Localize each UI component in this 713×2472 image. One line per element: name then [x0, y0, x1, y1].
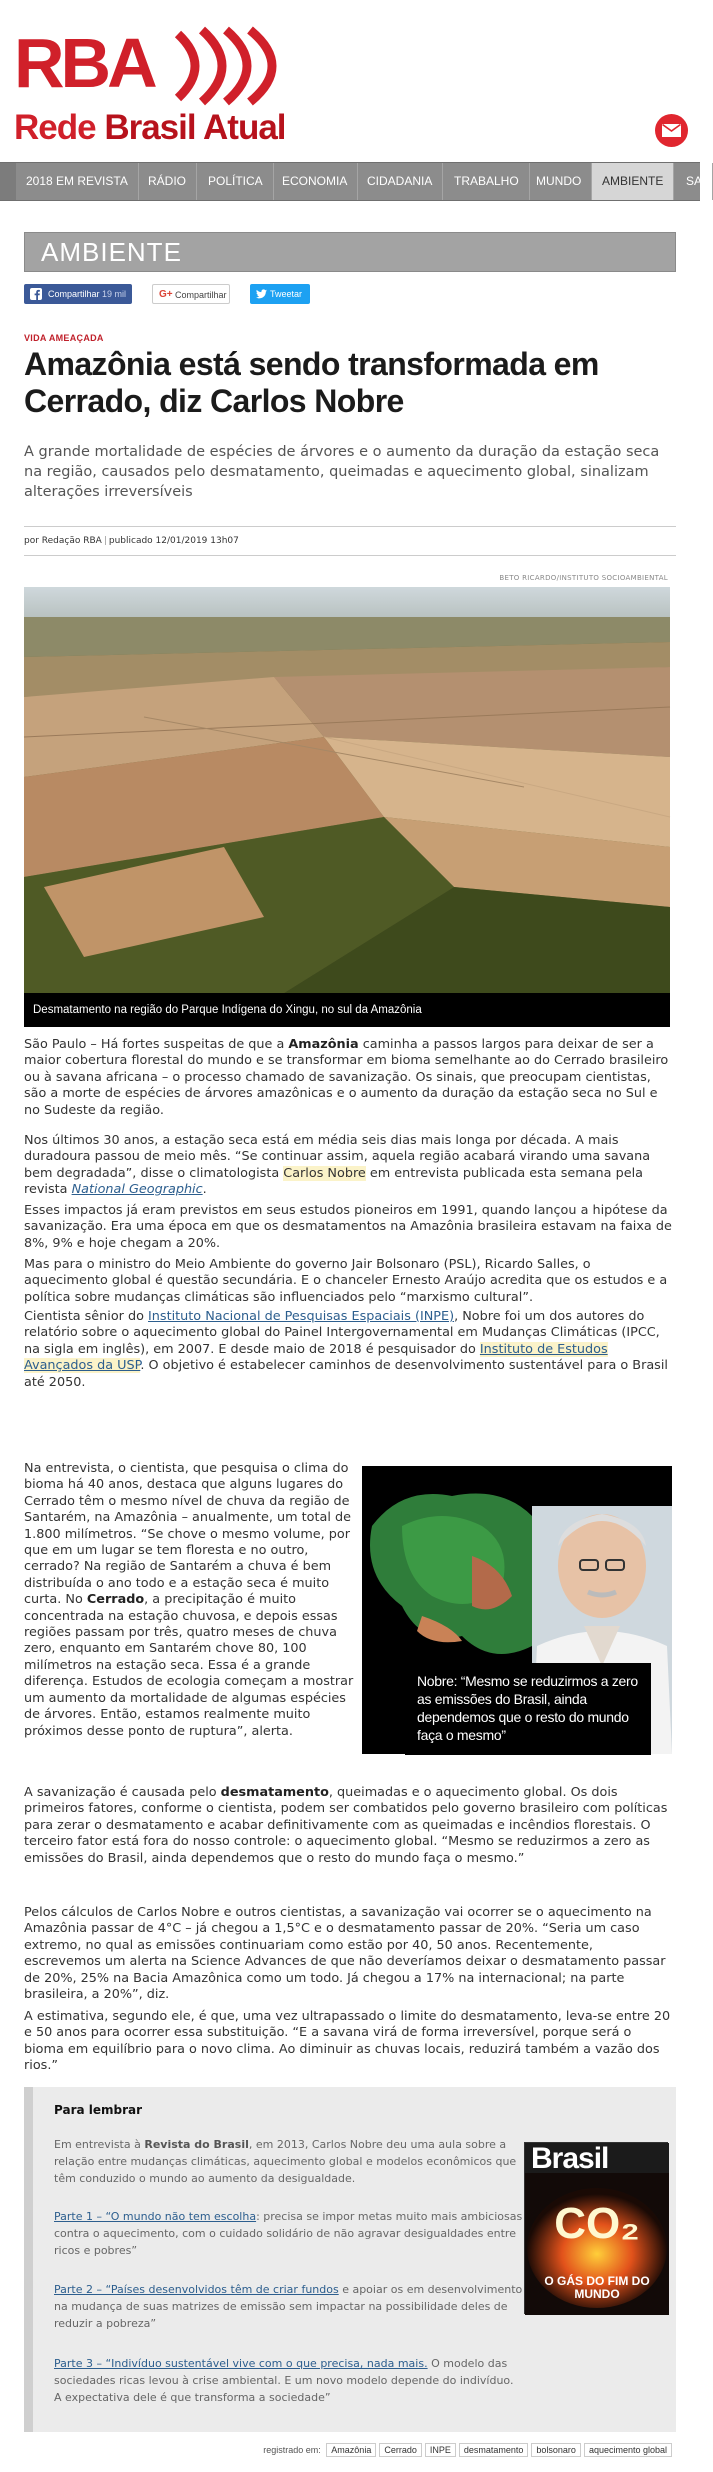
logo-signal-arcs	[172, 28, 298, 104]
nav-item-cidadania[interactable]: CIDADANIA	[357, 163, 443, 200]
paragraph-7: A savanização é causada pelo desmatamento, queimadas e o aquecimento global. Os dois primeiros fatores, conforme o cientista, podem ser combatidos pelo governo brasileiro com políticas para zerar o desmatamento e acabar definitivamente com as queimadas e incêndios florestais. O terceiro fator está fora do nosso controle: o aquecimento global. “Mesmo se reduzirmos a zero as emissões do Brasil, ainda dependemos que o resto do mundo faça o mesmo.”	[24, 1785, 668, 1866]
paragraph-3: Esses impactos já eram previstos em seus estudos pioneiros em 1991, quando lançou a hipótese da savanização. Era uma época em que os desmatamentos na Amazônia brasileira estavam na faixa de 8%, 9% e hoje chegam a 20%.	[24, 1203, 672, 1251]
facebook-share-button[interactable]	[24, 284, 132, 304]
box-intro: Em entrevista à Revista do Brasil, em 2013, Carlos Nobre deu uma aula sobre a relação entre mudanças climáticas, aquecimento global e modelos econômicos que têm conduzido o mundo ao aumento da desigualdade.	[54, 2138, 517, 2185]
link-parte-2[interactable]: Parte 2 – “Países desenvolvidos têm de criar fundos	[54, 2283, 339, 2296]
nav-item-politica[interactable]: POLÍTICA	[198, 163, 274, 200]
link-national-geographic[interactable]: National Geographic	[71, 1182, 203, 1198]
nav-lead	[0, 163, 16, 200]
section-title-bar	[24, 232, 676, 272]
nav-item-sa[interactable]: SA	[676, 163, 713, 200]
paragraph-2: Nos últimos 30 anos, a estação seca está em média seis dias mais longa por década. A mais duradoura passou de meio mês. “Se continuar assim, aquela região acabará virando uma savana bem degradada”, disse o climatologista Carlos Nobre em entrevista publicada esta semana pela revista National Geographic.	[24, 1133, 651, 1198]
box-part-2: Parte 2 – “Países desenvolvidos têm de criar fundos e apoiar os em desenvolvimento na mudança de suas matrizes de emissão sem impactar na possibilidade deles de reduzir a pobreza”	[54, 2283, 523, 2330]
google-share-button[interactable]	[152, 284, 230, 304]
paragraph-8: Pelos cálculos de Carlos Nobre e outros cientistas, a savanização vai ocorrer se o aquecimento na Amazônia passar de 4°C – já chegou a 1,5°C e o desmatamento passar de 20%. “Seria um caso extremo, no qual as emissões continuariam como estão por 40, 50 anos. Recentemente, escrevemos um alerta na Science Advances de que não deveríamos deixar o desmatamento passar de 20%, 25% na Bacia Amazônica como um todo. Já chegou a 17% na internacional; na parte brasileira, a 20%”, diz.	[24, 1905, 666, 2003]
email-icon[interactable]	[655, 114, 688, 147]
google-plus-icon: G+	[159, 289, 173, 300]
highlight-carlos-nobre: Carlos Nobre	[283, 1165, 366, 1181]
article-photo	[24, 587, 670, 1027]
paragraph-9: A estimativa, segundo ele, é que, uma vez ultrapassado o limite do desmatamento, leva-se entre 20 e 50 anos para ocorrer essa substituição. “E a savana virá de forma irreversível, porque será o bioma em equilíbrio para o novo clima. Ao diminuir as chuvas locais, reduzirá também a vazão dos rios.”	[24, 2009, 671, 2074]
pull-quote: Nobre: “Mesmo se reduzirmos a zero as emissões do Brasil, ainda dependemos que o resto do mundo faça o mesmo”	[405, 1663, 651, 1755]
facebook-share-label: Compartilhar	[48, 289, 100, 299]
main-nav	[0, 162, 703, 201]
nav-item-2018-em-revista[interactable]: 2018 EM REVISTA	[16, 163, 139, 200]
nav-item-trabalho[interactable]: TRABALHO	[444, 163, 530, 200]
nav-item-ambiente[interactable]: AMBIENTE	[592, 163, 674, 200]
twitter-icon	[256, 289, 267, 299]
cover-headline: CO₂	[554, 2199, 640, 2248]
cover-subheadline: O GÁS DO FIM DO MUNDO	[544, 2274, 650, 2301]
magazine-cover-image[interactable]	[524, 2142, 668, 2314]
link-usp[interactable]: Instituto de Estudos Avançados da USP	[24, 1341, 608, 1374]
nav-item-radio[interactable]: RÁDIO	[138, 163, 197, 200]
paragraph-5: Cientista sênior do Instituto Nacional de Pesquisas Espaciais (INPE), Nobre foi um dos autores do relatório sobre o aquecimento global do Painel Intergovernamental em Mudanças Climáticas (IPCC, na sigla em inglês), em 2007. E desde maio de 2018 é pesquisador do Instituto de Estudos Avançados da USP. O objetivo é estabelecer caminhos de desenvolvimento sustentável para o Brasil até 2050.	[24, 1309, 668, 1390]
facebook-share-count: 19 mil	[102, 289, 127, 299]
link-parte-1[interactable]: Parte 1 – “O mundo não tem escolha	[54, 2210, 257, 2223]
logo-wordmark[interactable]: Rede Brasil Atual	[14, 108, 286, 147]
tags-label: registrado em:	[263, 2445, 321, 2455]
tag-bolsonaro[interactable]: bolsonaro	[531, 2443, 581, 2457]
box-part-1: Parte 1 – “O mundo não tem escolha: precisa se impor metas muito mais ambiciosas contra o aquecimento, com o cuidado solidário de não agravar desigualdades entre ricos e pobres”	[54, 2210, 523, 2257]
publish-date: publicado 12/01/2019 13h07	[108, 536, 239, 546]
tag-amazonia[interactable]: Amazônia	[326, 2443, 376, 2457]
paragraph-4: Mas para o ministro do Meio Ambiente do governo Jair Bolsonaro (PSL), Ricardo Salles, o aquecimento global é questão secundária. E o chanceler Ernesto Araújo acredita que os estudos e a política sobre mudanças climáticas são influenciados pelo “marxismo cultural”.	[24, 1257, 668, 1305]
nav-item-mundo[interactable]: MUNDO	[526, 163, 592, 200]
photo-credit: BETO RICARDO/INSTITUTO SOCIOAMBIENTAL	[499, 574, 668, 582]
tag-cerrado[interactable]: Cerrado	[379, 2443, 422, 2457]
paragraph-6: Na entrevista, o cientista, que pesquisa o clima do bioma há 40 anos, destaca que alguns lugares do Cerrado têm o mesmo nível de chuva da região de Santarém, na Amazônia – anualmente, um total de 1.800 milímetros. “Se chove o mesmo volume, por que em um lugar se tem floresta e no outro, cerrado? Na região de Santarém a chuva é bem distribuída o ano todo e a estação seca é muito curta. No Cerrado, a precipitação é muito concentrada na estação chuvosa, e depois essas regiões passam por três, quatro meses de chuva zero, enquanto em Santarém chove 80, 100 milímetros na estação seca. Essa é a grande diferença. Estudos de ecologia começam a mostrar um aumento da mortalidade de algumas espécies de árvores. Então, estamos realmente muito próximos desse ponto de ruptura”, alerta.	[24, 1461, 354, 1739]
tags	[0, 2443, 672, 2457]
logo[interactable]: RBA	[14, 24, 154, 102]
google-share-label: Compartilhar	[175, 290, 227, 300]
cover-masthead: Brasil	[531, 2142, 609, 2175]
paragraph-1: São Paulo – Há fortes suspeitas de que a Amazônia caminha a passos largos para deixar de ser a maior cobertura florestal do mundo e se transformar em bioma semelhante ao do Cerrado brasileiro ou à savana africana – o processo chamado de savanização. Os sinais, que preocupam cientistas, são a morte de espécies de árvores amazônicas e o aumento da duração da estação seca no Sul e no Sudeste da região.	[24, 1037, 669, 1118]
article-title: Amazônia está sendo transformada em Cerrado, diz Carlos Nobre	[24, 346, 599, 419]
author: por Redação RBA	[24, 536, 102, 546]
article-lede: A grande mortalidade de espécies de árvores e o aumento da duração da estação seca na região, causados pelo desmatamento, queimadas e aquecimento global, sinalizam alterações irreversíveis	[24, 444, 660, 500]
byline: por Redação RBA | publicado 12/01/2019 13h07	[24, 526, 676, 556]
twitter-share-label: Tweetar	[270, 289, 303, 299]
photo-caption: Desmatamento na região do Parque Indígena do Xingu, no sul da Amazônia	[24, 993, 670, 1027]
box-title: Para lembrar	[54, 2103, 143, 2117]
box-part-3: Parte 3 – “Indivíduo sustentável vive com o que precisa, nada mais. O modelo das sociedades ricas levou à crise ambiental. E um novo modelo depende do indivíduo. A expectativa dele é que transforma a sociedade”	[54, 2357, 514, 2404]
nav-item-economia[interactable]: ECONOMIA	[272, 163, 358, 200]
deforestation-aerial-image	[24, 587, 670, 1027]
link-inpe[interactable]: Instituto Nacional de Pesquisas Espaciais (INPE)	[148, 1309, 455, 1324]
tag-inpe[interactable]: INPE	[425, 2443, 456, 2457]
facebook-icon	[30, 288, 42, 300]
tag-desmatamento[interactable]: desmatamento	[459, 2443, 529, 2457]
twitter-share-button[interactable]	[250, 284, 310, 304]
article-kicker: VIDA AMEAÇADA	[24, 333, 104, 343]
section-title: AMBIENTE	[41, 237, 182, 267]
tag-aquecimento-global[interactable]: aquecimento global	[584, 2443, 672, 2457]
link-parte-3[interactable]: Parte 3 – “Indivíduo sustentável vive com o que precisa, nada mais.	[54, 2357, 428, 2370]
